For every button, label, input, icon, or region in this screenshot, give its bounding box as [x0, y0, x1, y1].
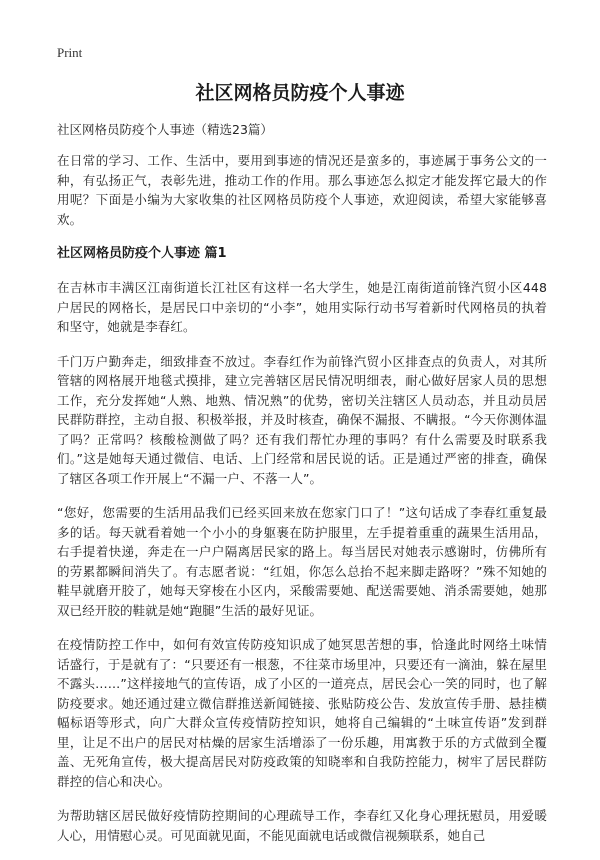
body-paragraph-3: “您好，您需要的生活用品我们已经买回来放在您家门口了！”这句话成了李春红重复最多的话。每天就看着她一个小小的身躯裹在防护服里，左手提着重重的蔬果生活用品，右手提着快递，奔走在一户户隔离居民家的路上。每当居民对她表示感谢时，仿佛所有的劳累都瞬间消失了。有志愿者说：“红姐，你怎么总抬不起来脚走路呀？”殊不知她的鞋早就磨开胶了，她每天穿梭在小区内，采酸需要她、配送需要她、消杀需要她，她那双已经开胶的鞋就是她“跑腿”生活的最好见证。 [57, 505, 547, 618]
body-paragraph-5: 为帮助辖区居民做好疫情防控期间的心理疏导工作，李春红又化身心理抚慰员，用爱暖人心，用情慰心灵。可见面就见面，不能见面就电话或微信视频联系，她自己 [57, 808, 547, 843]
intro-paragraph: 在日常的学习、工作、生活中，要用到事迹的情况还是蛮多的，事迹属于事务公文的一种，有弘扬正气，表彰先进，推动工作的作用。那么事迹怎么拟定才能发挥它最大的作用呢？下面是小编为大家收集的社区网格员防疫个人事迹，欢迎阅读，希望大家能够喜欢。 [57, 153, 547, 227]
body-paragraph-2: 千门万户勤奔走，细致排查不放过。李春红作为前锋汽贸小区排查点的负责人，对其所管辖的网格展开地毯式摸排，建立完善辖区居民情况明细表，耐心做好居家人员的思想工作，充分发挥她“人熟、地熟、情况熟”的优势，密切关注辖区人员动态，并且动员居民群防群控，主动自报、积极举报，并及时核查，确保不漏报、不瞒报。“今天你测体温了吗？正常吗？核酸检测做了吗？还有我们帮忙办理的事吗？有什么需要及时联系我们。”这是她每天通过微信、电话、上门经常和居民说的话。正是通过严密的排查，确保了辖区各项工作开展上“不漏一户、不落一人”。 [57, 353, 547, 486]
section-heading: 社区网格员防疫个人事迹 篇1 [57, 246, 227, 261]
document-title: 社区网格员防疫个人事迹 [195, 82, 405, 104]
document-body [57, 120, 547, 860]
body-paragraph-4: 在疫情防控工作中，如何有效宣传防疫知识成了她冥思苦想的事，恰逢此时网络土味情话盛行，于是就有了：“只要还有一根葱，不往菜市场里冲，只要还有一滴油，躲在屋里不露头……”这样接地气的宣传语，成了小区的一道亮点，居民会心一笑的同时，也了解防疫要求。她还通过建立微信群推送新闻链接、张贴防疫公告、发放宣传手册、悬挂横幅标语等形式，向广大群众宣传疫情防控知识，她将自己编辑的“土味宣传语”发到群里，让足不出户的居民对枯燥的居家生活增添了一份乐趣，用寓教于乐的方式做到全覆盖、无死角宣传，极大提高居民对防疫政策的知晓率和自我防控能力，树牢了居民群防群控的信心和决心。 [57, 637, 547, 789]
body-paragraph-1: 在吉林市丰满区江南街道长江社区有这样一名大学生，她是江南街道前锋汽贸小区448户居民的网格长，是居民口中亲切的“小李”，她用实际行动书写着新时代网格员的执着和坚守，她就是李春红。 [57, 280, 547, 334]
document-subtitle: 社区网格员防疫个人事迹（精选23篇） [57, 122, 273, 137]
print-link[interactable]: Print [57, 45, 83, 60]
